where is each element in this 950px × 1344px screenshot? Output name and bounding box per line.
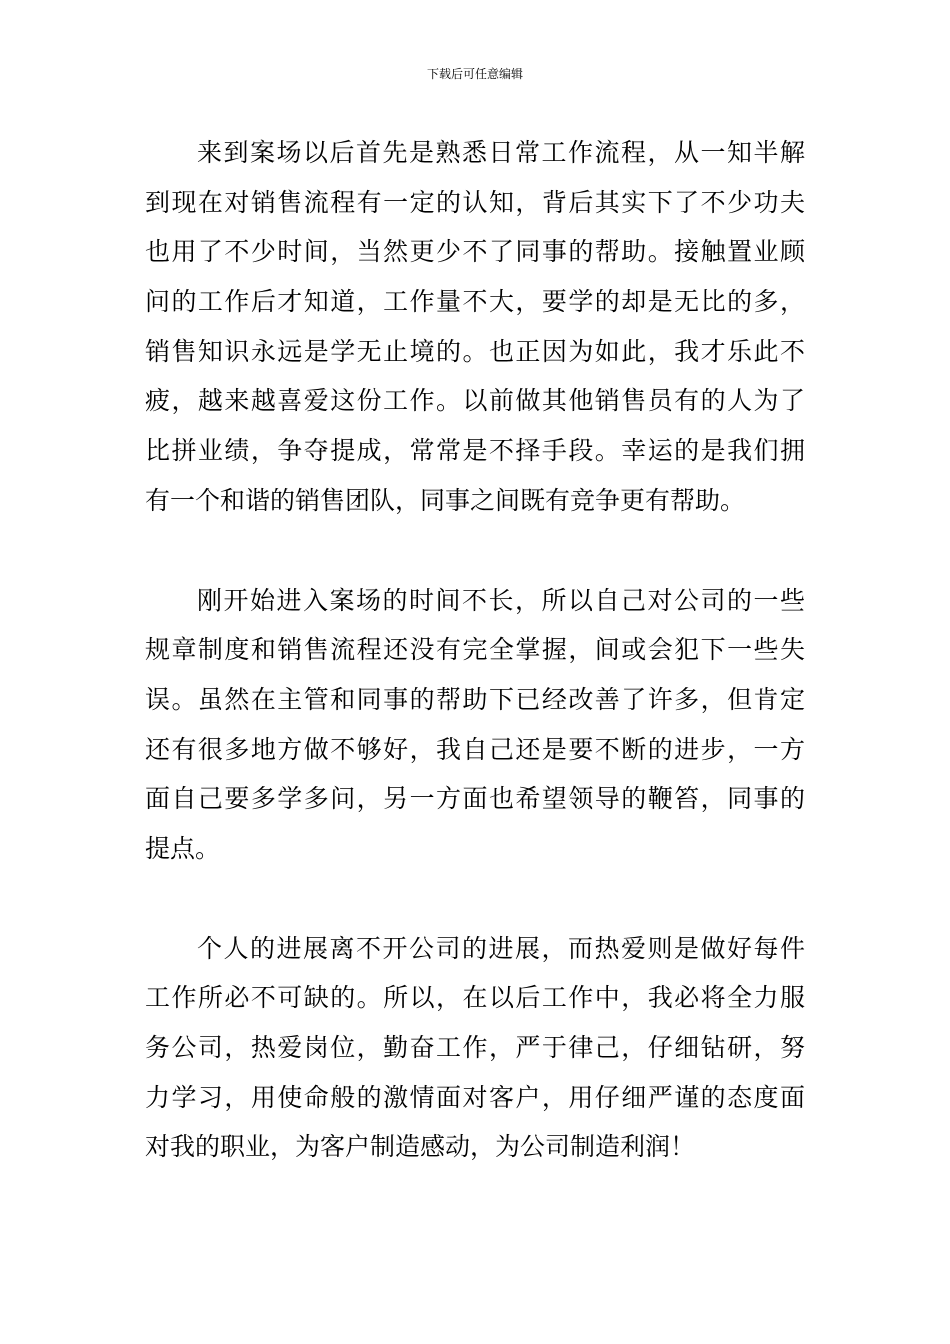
paragraph-line: 工作所必不可缺的。所以，在以后工作中，我必将全力服 — [145, 983, 805, 1013]
paragraph-line: 来到案场以后首先是熟悉日常工作流程，从一知半解 — [197, 138, 805, 167]
paragraph-line: 误。虽然在主管和同事的帮助下已经改善了许多，但肯定 — [145, 684, 805, 714]
paragraph-line: 也用了不少时间，当然更少不了同事的帮助。接触置业顾 — [145, 237, 805, 267]
paragraph-line: 销售知识永远是学无止境的。也正因为如此，我才乐此不 — [145, 336, 805, 366]
paragraph — [145, 924, 805, 1172]
paragraph-line: 个人的进展离不开公司的进展，而热爱则是做好每件 — [197, 933, 805, 963]
page-header-note: 下载后可任意编辑 — [426, 67, 523, 81]
paragraph-line: 问的工作后才知道，工作量不大，要学的却是无比的多， — [145, 287, 805, 317]
paragraph-line: 到现在对销售流程有一定的认知，背后其实下了不少功夫 — [145, 187, 805, 217]
paragraph-line: 疲，越来越喜爱这份工作。以前做其他销售员有的人为了 — [145, 386, 805, 416]
paragraph-spacer — [145, 526, 805, 576]
paragraph-line: 比拼业绩，争夺提成，常常是不择手段。幸运的是我们拥 — [145, 436, 805, 466]
paragraph-line: 刚开始进入案场的时间不长，所以自己对公司的一些 — [197, 585, 805, 615]
paragraph — [145, 576, 805, 874]
paragraph-line: 规章制度和销售流程还没有完全掌握，间或会犯下一些失 — [145, 635, 805, 665]
document-body — [145, 128, 805, 1172]
paragraph-line: 对我的职业，为客户制造感动，为公司制造利润！ — [145, 1132, 696, 1162]
paragraph-line: 力学习，用使命般的激情面对客户，用仔细严谨的态度面 — [145, 1082, 805, 1112]
paragraph-line: 提点。 — [145, 833, 221, 863]
paragraph-line: 还有很多地方做不够好，我自己还是要不断的进步，一方 — [145, 734, 805, 764]
paragraph-line: 务公司，热爱岗位，勤奋工作，严于律己，仔细钻研，努 — [145, 1033, 805, 1062]
paragraph-line: 有一个和谐的销售团队，同事之间既有竞争更有帮助。 — [145, 485, 746, 515]
paragraph — [145, 128, 805, 526]
paragraph-line: 面自己要多学多问，另一方面也希望领导的鞭笞，同事的 — [145, 784, 805, 814]
paragraph-spacer — [145, 874, 805, 924]
